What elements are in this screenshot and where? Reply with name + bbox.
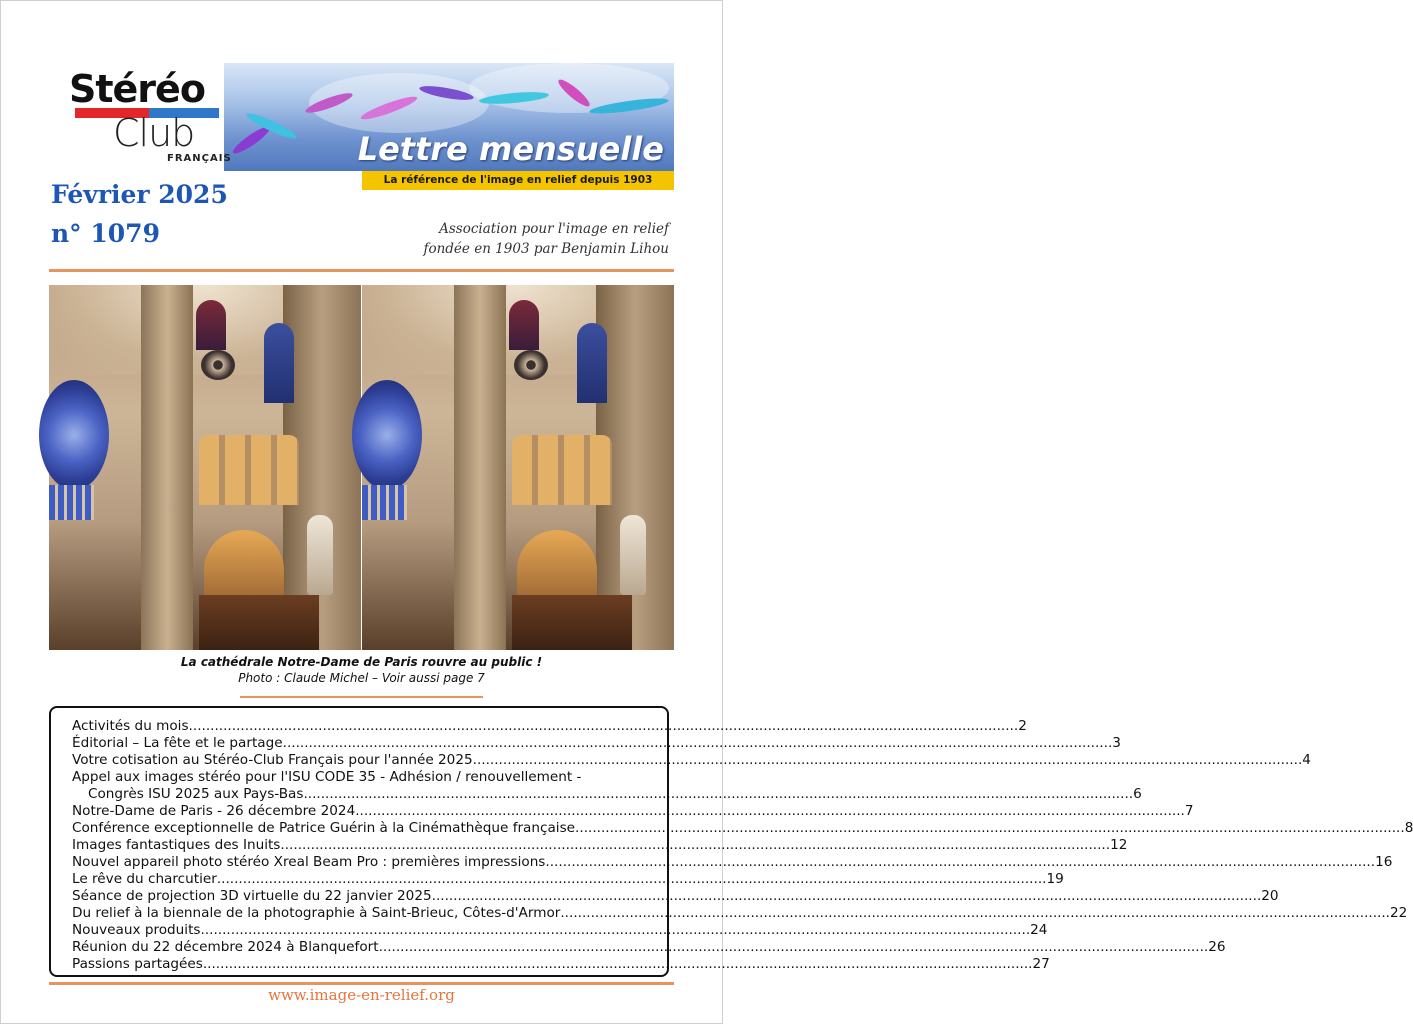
toc-entry[interactable] [72,769,1142,803]
toc-entry-title: Activités du mois [72,718,189,734]
toc-leader-dots [201,922,1031,939]
photo-caption [0,654,723,686]
caption-title: La cathédrale Notre-Dame de Paris rouvre au public ! [180,655,543,669]
toc-entry-title: Éditorial – La fête et le partage [72,735,283,751]
footer-rule [49,982,674,985]
toc-entry-page: 6 [1133,786,1142,802]
stereo-photo-right [362,285,674,650]
toc-entry-title: Conférence exceptionnelle de Patrice Guérin à la Cinémathèque française [72,820,576,836]
toc-entry-page: 24 [1030,922,1048,938]
toc-entry-page: 12 [1110,837,1128,853]
toc-leader-dots [355,803,1185,820]
caption-credit: Photo : Claude Michel – Voir aussi page 7 [238,671,485,685]
toc-entry-title-continued: Congrès ISU 2025 aux Pays-Bas [88,786,304,802]
logo-club-text: Club [113,111,195,155]
toc-entry[interactable] [72,888,1279,905]
toc-entry-title: Réunion du 22 décembre 2024 à Blanquefort [72,939,379,955]
table-of-contents [49,706,1413,977]
toc-leader-dots [545,854,1375,871]
toc-leader-dots [283,735,1113,752]
toc-leader-dots [575,820,1405,837]
toc-leader-dots [432,888,1262,905]
toc-entry[interactable] [72,905,1408,922]
toc-entry-page: 7 [1184,803,1194,819]
toc-entry-page: 27 [1032,956,1050,972]
toc-entry[interactable] [72,803,1194,820]
toc-entry-title: Le rêve du charcutier [72,871,217,887]
toc-entry-title: Séance de projection 3D virtuelle du 22 janvier 2025 [72,888,432,904]
toc-entry-page: 2 [1018,718,1027,734]
tagline: La référence de l'image en relief depuis 1903 [362,171,674,190]
issue-number: n° 1079 [51,219,160,248]
website-link[interactable]: www.image-en-relief.org [268,986,455,1004]
toc-entry-title: Appel aux images stéréo pour l'ISU CODE 35 - Adhésion / renouvellement - [72,769,582,785]
toc-leader-dots [189,718,1019,735]
toc-entry-title: Passions partagées [72,956,203,972]
toc-entry[interactable] [72,854,1393,871]
toc-leader-dots [217,871,1047,888]
toc-entry[interactable] [72,837,1128,854]
toc-entry-page: 3 [1112,735,1121,751]
toc-entry-page: 4 [1302,752,1311,768]
toc-entry[interactable] [72,871,1064,888]
toc-leader-dots [379,939,1209,956]
association-line-2: fondée en 1903 par Benjamin Lihou [423,241,669,257]
stereo-photo-left [49,285,361,650]
toc-entry-title: Notre-Dame de Paris - 26 décembre 2024 [72,803,356,819]
toc-entry[interactable] [72,956,1050,973]
toc-entry[interactable] [72,922,1048,939]
logo-francais-text: FRANÇAIS [167,153,232,164]
toc-leader-dots [560,905,1390,922]
toc-entry-title: Images fantastiques des Inuits [72,837,281,853]
association-description [423,219,669,259]
header-rule [49,269,674,272]
association-line-1: Association pour l'image en relief [439,221,669,237]
newsletter-title: Lettre mensuelle [357,130,664,168]
toc-entry-title: Nouvel appareil photo stéréo Xreal Beam Pro : premières impressions [72,854,546,870]
toc-entry-title: Votre cotisation au Stéréo-Club Français pour l'année 2025 [72,752,473,768]
logo-stereo-text: Stéréo [69,67,205,111]
toc-entry-page: 26 [1208,939,1226,955]
header-banner [49,63,674,171]
toc-entry[interactable] [72,752,1311,769]
toc-entry-title: Nouveaux produits [72,922,201,938]
issue-month: Février 2025 [51,180,228,209]
toc-entry-page: 16 [1375,854,1393,870]
toc-leader-dots [280,837,1110,854]
toc-entry-page: 22 [1390,905,1408,921]
toc-entry[interactable] [72,820,1413,837]
club-logo [49,63,232,171]
toc-entry[interactable] [72,735,1121,752]
toc-list [72,718,1413,973]
toc-entry-page: 20 [1261,888,1279,904]
toc-entry[interactable] [72,939,1226,956]
toc-entry-title: Du relief à la biennale de la photographie à Saint-Brieuc, Côtes-d'Armor [72,905,561,921]
toc-entry-page: 19 [1046,871,1064,887]
caption-rule [240,696,483,698]
toc-leader-dots [203,956,1033,973]
toc-leader-dots [303,786,1133,803]
toc-leader-dots [473,752,1303,769]
toc-entry[interactable] [72,718,1027,735]
toc-entry-page: 8 [1404,820,1413,836]
